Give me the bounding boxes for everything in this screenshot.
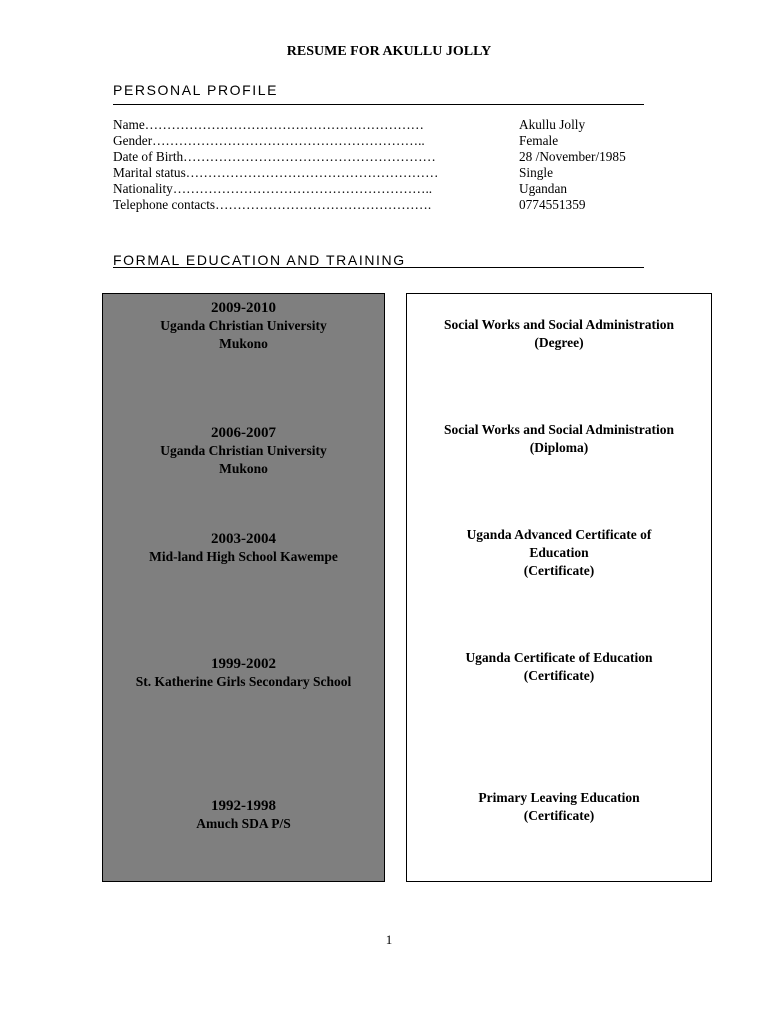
profile-label: Gender…………………………………………………….. [113, 133, 425, 148]
profile-value: 0774551359 [519, 197, 586, 212]
qualification-name-continued: Education [529, 545, 589, 560]
qualification-type: (Certificate) [523, 668, 595, 683]
profile-value: Single [519, 165, 553, 180]
profile-row-name [113, 117, 713, 133]
profile-label: Nationality………………………………………………….. [113, 181, 433, 196]
profile-row-gender [113, 133, 713, 149]
education-year: 2003-2004 [211, 531, 276, 547]
qualifications-panel [406, 293, 712, 882]
page-number: 1 [385, 932, 393, 947]
qualification-entry [407, 649, 711, 685]
institution-entry [103, 797, 384, 833]
qualification-name: Social Works and Social Administration [443, 422, 675, 437]
profile-row-marital-status [113, 165, 713, 181]
qualification-entry [407, 789, 711, 825]
institution-entry [103, 530, 384, 566]
qualification-name: Primary Leaving Education [478, 790, 640, 805]
education-year: 2009-2010 [211, 300, 276, 316]
qualification-type: (Degree) [534, 335, 584, 350]
institution-entry [103, 299, 384, 353]
personal-profile-table [113, 117, 713, 213]
education-year: 2006-2007 [211, 425, 276, 441]
qualification-name: Uganda Certificate of Education [465, 650, 653, 665]
institution-name: Uganda Christian University [160, 318, 327, 333]
qualification-type: (Certificate) [523, 808, 595, 823]
education-year: 1992-1998 [211, 798, 276, 814]
profile-label: Date of Birth………………………………………………… [113, 149, 436, 164]
qualification-entry [407, 421, 711, 457]
institution-location: Mukono [219, 336, 268, 351]
profile-value: Ugandan [519, 181, 567, 196]
qualification-name: Uganda Advanced Certificate of [466, 527, 652, 542]
institution-entry [103, 424, 384, 478]
profile-value: 28 /November/1985 [519, 149, 626, 164]
profile-label: Marital status………………………………………………… [113, 165, 439, 180]
profile-label: Name……………………………………………………… [113, 117, 424, 132]
qualification-entry [407, 316, 711, 352]
profile-row-date-of-birth [113, 149, 713, 165]
qualification-type: (Diploma) [529, 440, 589, 455]
qualification-entry [407, 526, 711, 580]
profile-value: Female [519, 133, 559, 148]
institution-location: Mukono [219, 461, 268, 476]
institution-name: St. Katherine Girls Secondary School [135, 674, 352, 689]
resume-title: RESUME FOR AKULLU JOLLY [286, 44, 492, 59]
qualification-type: (Certificate) [523, 563, 595, 578]
education-year: 1999-2002 [211, 656, 276, 672]
qualification-name: Social Works and Social Administration [443, 317, 675, 332]
institution-entry [103, 655, 384, 691]
institution-name: Amuch SDA P/S [196, 816, 291, 831]
profile-row-telephone [113, 197, 713, 213]
profile-row-nationality [113, 181, 713, 197]
education-heading: FORMAL EDUCATION AND TRAINING [113, 252, 644, 268]
institutions-panel [102, 293, 385, 882]
institution-name: Mid-land High School Kawempe [149, 549, 338, 564]
profile-label: Telephone contacts…………………………………………. [113, 197, 432, 212]
institution-name: Uganda Christian University [160, 443, 327, 458]
personal-profile-heading: PERSONAL PROFILE [113, 82, 644, 105]
profile-value: Akullu Jolly [519, 117, 586, 132]
